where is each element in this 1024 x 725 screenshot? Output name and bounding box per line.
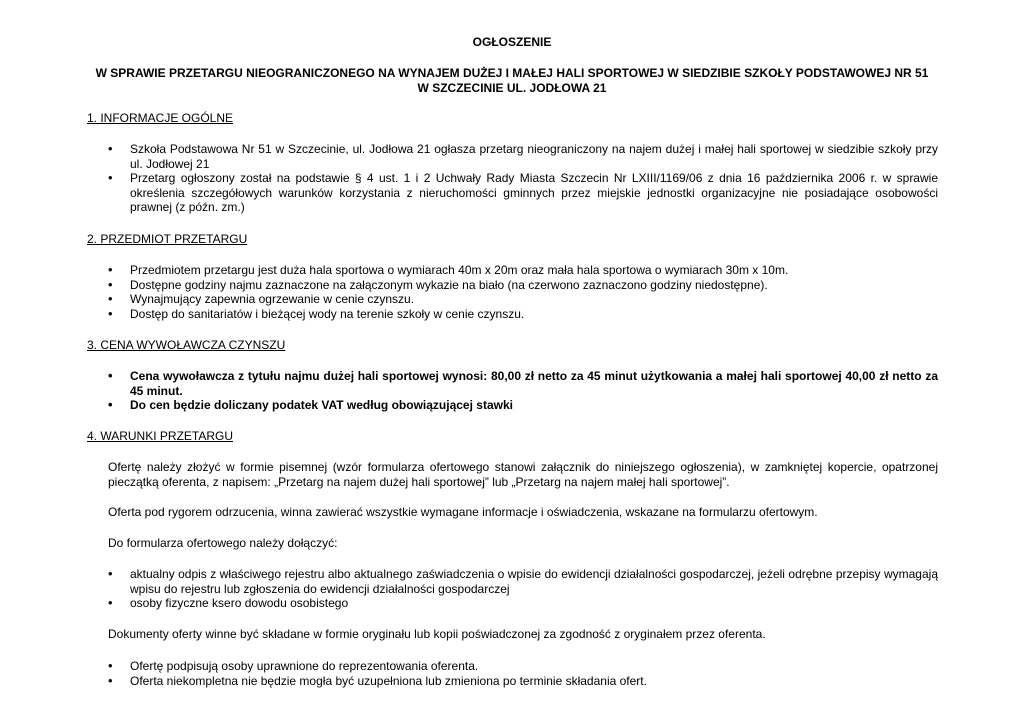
section-3-heading: 3. CENA WYWOŁAWCZA CZYNSZU (87, 338, 286, 352)
section-4-heading: 4. WARUNKI PRZETARGU (87, 429, 234, 443)
subtitle-line-2: W SZCZECINIE UL. JODŁOWA 21 (417, 80, 607, 95)
section-1-heading: 1. INFORMACJE OGÓLNE (87, 111, 234, 125)
list-item: • Przedmiotem przetargu jest duża hala sportowa o wymiarach 40m x 20m oraz mała hala sportowa o wymiarach 30m x 10m. (108, 263, 938, 278)
list-item: • aktualny odpis z właściwego rejestru albo aktualnego zaświadczenia o wpisie do ewidencji działalności gospodarczej, jeżeli odrębne przepisy wymagają wpisu do rejestru lub zgłoszenia do ewidencji działalności gospodarczej (108, 567, 938, 596)
list-item: • Cena wywoławcza z tytułu najmu dużej hali sportowej wynosi: 80,00 zł netto za 45 minut użytkowania a małej hali sportowej 40,00 zł netto za 45 minut. (108, 369, 938, 398)
list-item: • Wynajmujący zapewnia ogrzewanie w cenie czynszu. (108, 292, 938, 307)
section-4-paragraph-3: Do formularza ofertowego należy dołączyć: (108, 536, 338, 550)
section-3-list (108, 369, 938, 413)
list-item: • Dostępne godziny najmu zaznaczone na załączonym wykazie na biało (na czerwono zaznaczono godziny niedostępne). (108, 278, 938, 293)
list-item: • Ofertę podpisują osoby uprawnione do reprezentowania oferenta. (108, 659, 938, 674)
section-4-paragraph-2: Oferta pod rygorem odrzucenia, winna zawierać wszystkie wymagane informacje i oświadczenia, wskazane na formularzu ofertowym. (108, 505, 818, 519)
section-2-heading: 2. PRZEDMIOT PRZETARGU (87, 232, 248, 246)
list-item: • Przetarg ogłoszony został na podstawie § 4 ust. 1 i 2 Uchwały Rady Miasta Szczecin Nr LXIII/1169/06 z dnia 16 października 2006 r. w sprawie określenia szczegółowych warunków korzystania z nieruchomości gminnych przez miejskie jednostki organizacyjne nie posiadające osobowości prawnej (z późn. zm.) (108, 171, 938, 215)
list-item: • osoby fizyczne ksero dowodu osobistego (108, 596, 938, 611)
section-4-attachments-list (108, 567, 938, 611)
section-2-list (108, 263, 938, 321)
section-4-paragraph-4: Dokumenty oferty winne być składane w formie oryginału lub kopii poświadczonej za zgodność z oryginałem przez oferenta. (108, 627, 766, 641)
section-4-paragraph-1: Ofertę należy złożyć w formie pisemnej (wzór formularza ofertowego stanowi załącznik do niniejszego ogłoszenia), w zamkniętej kopercie, opatrzonej pieczątką oferenta, z napisem: „Przetarg na najem dużej hali sportowej” lub „Przetarg na najem małej hali sportowej”. (108, 460, 938, 489)
list-item: • Do cen będzie doliczany podatek VAT według obowiązującej stawki (108, 398, 938, 413)
document-title: OGŁOSZENIE (472, 35, 552, 49)
list-item: • Oferta niekompletna nie będzie mogła być uzupełniona lub zmieniona po terminie składania ofert. (108, 674, 938, 689)
subtitle-line-1: W SPRAWIE PRZETARGU NIEOGRANICZONEGO NA WYNAJEM DUŻEJ I MAŁEJ HALI SPORTOWEJ W SIEDZIBIE SZKOŁY PODSTAWOWEJ NR 51 (95, 66, 929, 80)
list-item: • Szkoła Podstawowa Nr 51 w Szczecinie, ul. Jodłowa 21 ogłasza przetarg nieograniczony na najem dużej i małej hali sportowej w siedzibie szkoły przy ul. Jodłowej 21 (108, 142, 938, 171)
list-item: • Dostęp do sanitariatów i bieżącej wody na terenie szkoły w cenie czynszu. (108, 307, 938, 322)
document-subtitle (80, 66, 944, 95)
section-1-list (108, 142, 938, 215)
section-4-notes-list (108, 659, 938, 688)
